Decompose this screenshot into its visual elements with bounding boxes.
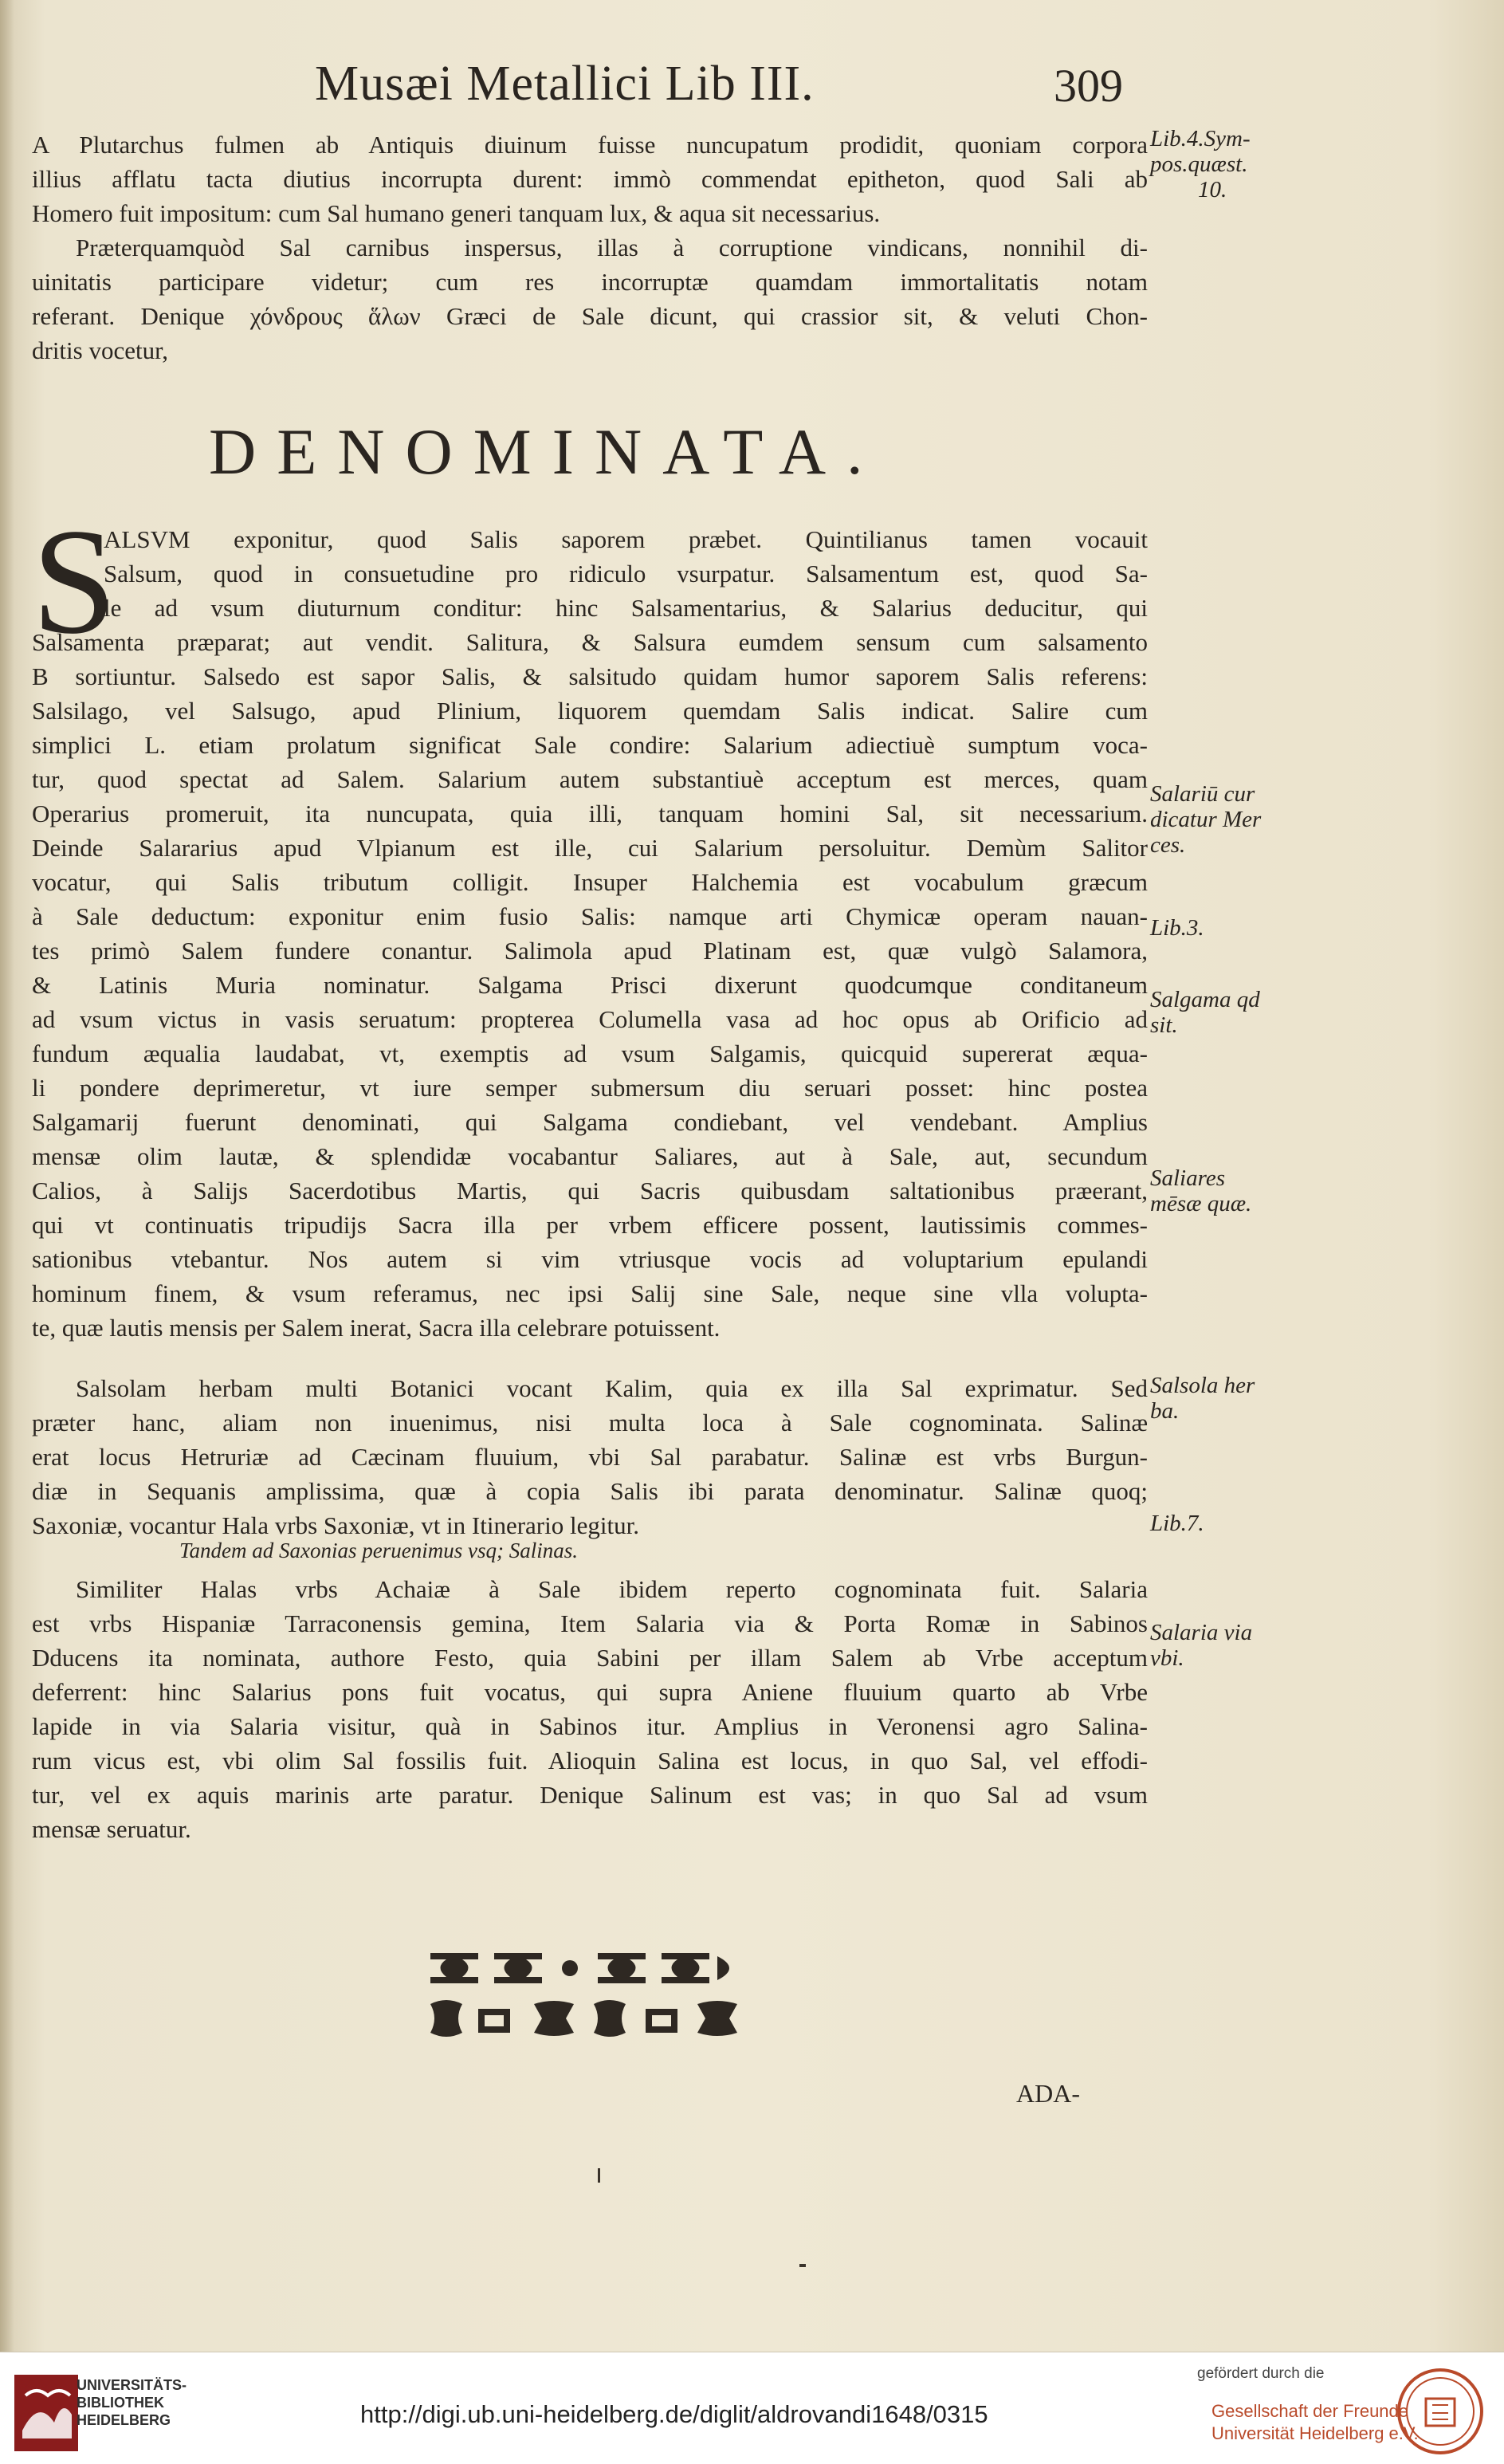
- text-line: deferrent: hinc Salarius pons fuit vocatus, qui supra Aniene fluuium quarto ab Vrbe: [32, 1678, 1148, 1706]
- text-line: fundum æqualia laudabat, vt, exemptis ad vsum Salgamis, quicquid supererat æqua-: [32, 1039, 1148, 1067]
- ornament-row-top: [430, 1953, 729, 1983]
- text-line: qui vt continuatis tripudijs Sacra illa per vrbem efficere possent, lautissimis commes-: [32, 1211, 1148, 1239]
- text-line: mensæ seruatur.: [32, 1815, 191, 1843]
- text-line: hominum finem, & vsum referamus, nec ipsi Salij sine Sale, neque sine vlla volupta-: [32, 1279, 1148, 1307]
- digitization-footer: [0, 2352, 1504, 2464]
- text-line: Saxoniæ, vocantur Hala vrbs Saxoniæ, vt in Itinerario legitur.: [32, 1511, 639, 1539]
- text-line: Calios, à Salijs Sacerdotibus Martis, qui Sacris quibusdam saltationibus præerant,: [32, 1177, 1148, 1204]
- margin-note-salarium: Salariū cur dicatur Mer ces.: [1150, 781, 1262, 858]
- margin-note-salaria-via: Salaria via vbi.: [1150, 1620, 1253, 1671]
- text-line: rum vicus est, vbi olim Sal fossilis fuit. Alioquin Salina est locus, in quo Sal, vel effodi-: [32, 1747, 1148, 1774]
- text-line: uinitatis participare videtur; cum res incorruptæ quamdam immortalitatis notam: [32, 268, 1148, 296]
- text-line: à Sale deductum: exponitur enim fusio Salis: namque arti Chymicæ operam nauan-: [32, 902, 1148, 930]
- text-line: præter hanc, aliam non inuenimus, nisi multa loca à Sale cognominata. Salinæ: [32, 1409, 1148, 1436]
- text-line: li pondere deprimeretur, vt iure semper submersum diu seruari posset: hinc postea: [32, 1074, 1148, 1102]
- text-line: referant. Denique χόνδρους ἅλων Græci de Sale dicunt, qui crassior sit, & veluti Chon-: [32, 302, 1148, 330]
- text-line: Salgamarij fuerunt denominati, qui Salgama condiebant, vel vendebant. Amplius: [32, 1108, 1148, 1136]
- text-line: vocatur, qui Salis tributum colligit. Insuper Halchemia est vocabulum græcum: [32, 868, 1148, 896]
- text-line: Salsolam herbam multi Botanici vocant Kalim, quia ex illa Sal exprimatur. Sed: [76, 1374, 1148, 1402]
- margin-note-salsola: Salsola her ba.: [1150, 1373, 1255, 1424]
- text-line: tur, vel ex aquis marinis arte paratur. Denique Salinum est vas; in quo Sal ad vsum: [32, 1781, 1148, 1809]
- text-line: Salsum, quod in consuetudine pro ridiculo vsurpatur. Salsamentum est, quod Sa-: [104, 560, 1148, 588]
- text-line: A Plutarchus fulmen ab Antiquis diuinum fuisse nuncupatum prodidit, quoniam corpora: [32, 131, 1148, 159]
- margin-note-plutarch-ref: Lib.4.Sym- pos.quæst. 10.: [1150, 126, 1251, 202]
- paragraph-salsola: [32, 1371, 1148, 1542]
- text-line: illius afflatu tacta diutius incorrupta durent: immò commendat epitheton, quod Sali ab: [32, 165, 1148, 193]
- text-line: & Latinis Muria nominatur. Salgama Prisci dixerunt quodcumque conditaneum: [32, 971, 1148, 999]
- page-number: 309: [1054, 60, 1123, 112]
- printers-ornament: [422, 1945, 757, 2049]
- catchword: ADA-: [1016, 2079, 1080, 2108]
- margin-note-lib3: Lib.3.: [1150, 915, 1204, 941]
- text-line: Salsamenta præparat; aut vendit. Salitura, & Salsura eumdem sensum cum salsamento: [32, 628, 1148, 656]
- text-line: Similiter Halas vrbs Achaiæ à Sale ibidem reperto cognominata fuit. Salaria: [76, 1575, 1148, 1603]
- library-name: UNIVERSITÄTS- BIBLIOTHEK HEIDELBERG: [77, 2377, 187, 2428]
- text-line: sationibus vtebantur. Nos autem si vim vtriusque vocis ad voluptarium epulandi: [32, 1245, 1148, 1273]
- section-heading: DENOMINATA.: [209, 415, 884, 488]
- text-line: ad vsum victus in vasis seruatum: propterea Columella vasa ad hoc opus ab Orificio ad: [32, 1005, 1148, 1033]
- text-line: Dducens ita nominata, authore Festo, quia Sabini per illam Salem ab Vrbe acceptum: [32, 1644, 1148, 1672]
- stray-ink-mark: [598, 2168, 600, 2183]
- text-line: Præterquamquòd Sal carnibus inspersus, illas à corruptione vindicans, nonnihil di-: [76, 234, 1148, 261]
- text-line: te, quæ lautis mensis per Salem inerat, Sacra illa celebrare potuissent.: [32, 1314, 721, 1342]
- text-line: Salsilago, vel Salsugo, apud Plinium, liquorem quemdam Salis indicat. Salire cum: [32, 697, 1148, 725]
- paragraph-plutarchus: [32, 128, 1148, 367]
- text-line: Operarius promeruit, ita nuncupata, quia illi, tanquam homini Sal, sit necessarium.: [32, 800, 1148, 827]
- text-line: le ad vsum diuturnum conditur: hinc Salsamentarius, & Salarius deducitur, qui: [104, 594, 1148, 622]
- running-head: [0, 56, 1504, 120]
- text-line: Homero fuit impositum: cum Sal humano generi tanquam lux, & aqua sit necessarius.: [32, 199, 881, 227]
- text-line: diæ in Sequanis amplissima, quæ à copia Salis ibi parata denominatur. Salinæ quoq;: [32, 1477, 1148, 1505]
- paragraph-denominata: [32, 522, 1148, 1345]
- stray-ink-mark: [799, 2264, 806, 2267]
- text-line: erat locus Hetruriæ ad Cæcinam fluuium, vbi Sal parabatur. Salinæ est vrbs Burgun-: [32, 1443, 1148, 1471]
- university-seal-icon: [1391, 2367, 1490, 2456]
- text-line: mensæ olim lautæ, & splendidæ vocabantur Saliares, aut à Sale, aut, secundum: [32, 1142, 1148, 1170]
- text-line: est vrbs Hispaniæ Tarraconensis gemina, Item Salaria via & Porta Romæ in Sabinos: [32, 1609, 1148, 1637]
- ornament-row-bottom: [430, 2000, 737, 2037]
- support-label: gefördert durch die: [1197, 2365, 1325, 2382]
- text-line: dritis vocetur,: [32, 336, 168, 364]
- margin-note-salgama: Salgama qd sit.: [1150, 987, 1260, 1038]
- text-line: B sortiuntur. Salsedo est sapor Salis, & salsitudo quidam humor saporem Salis referens:: [32, 662, 1148, 690]
- permalink-url[interactable]: http://digi.ub.uni-heidelberg.de/diglit/aldrovandi1648/0315: [360, 2400, 988, 2428]
- text-line: ALSVM exponitur, quod Salis saporem præbet. Quintilianus tamen vocauit: [104, 525, 1148, 553]
- text-line: tur, quod spectat ad Salem. Salarium autem substantiuè acceptum est merces, quam: [32, 765, 1148, 793]
- society-name[interactable]: Gesellschaft der Freunde Universität Heidelberg e.V.: [1211, 2401, 1419, 2443]
- margin-note-saliares: Saliares mēsæ quæ.: [1150, 1165, 1252, 1216]
- text-line: simplici L. etiam prolatum significat Sale condire: Salarium adiectiuè sumptum voca-: [32, 731, 1148, 759]
- quoted-verse: Tandem ad Saxonias peruenimus vsq; Salinas.: [179, 1539, 578, 1562]
- text-line: Deinde Salararius apud Vlpianum est ille, cui Salarium persoluitur. Demùm Salitor: [32, 834, 1148, 862]
- running-title: Musæi Metallici Lib III.: [315, 57, 815, 111]
- text-line: lapide in via Salaria visitur, quà in Sabinos itur. Amplius in Veronensi agro Salina-: [32, 1712, 1148, 1740]
- margin-note-lib7: Lib.7.: [1150, 1511, 1204, 1536]
- drop-cap: S: [32, 498, 116, 666]
- paragraph-halas: [32, 1572, 1148, 1846]
- text-line: tes primò Salem fundere conantur. Salimola apud Platinam est, quæ vulgò Salamora,: [32, 937, 1148, 965]
